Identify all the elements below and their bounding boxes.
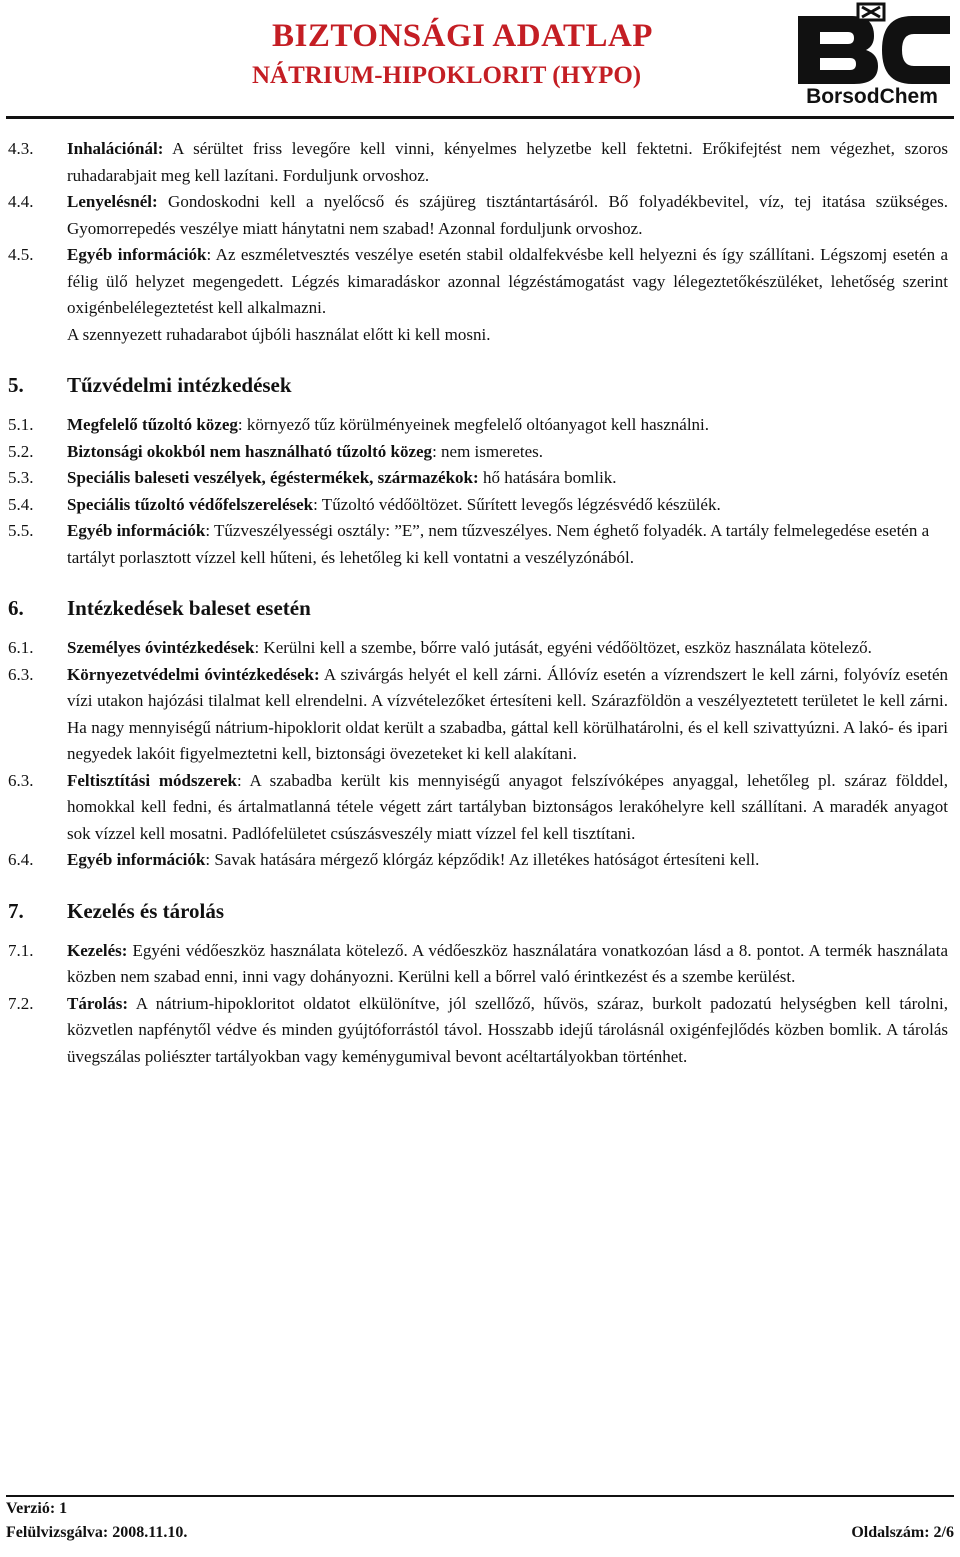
document-body — [8, 136, 948, 1070]
section-heading — [8, 370, 948, 400]
item-number: 5.2. — [8, 441, 34, 461]
item-number: 5.4. — [8, 494, 34, 514]
section-title: Kezelés és tárolás — [67, 898, 225, 923]
review-date: Felülvizsgálva: 2008.11.10. — [6, 1524, 188, 1541]
list-item — [8, 662, 948, 768]
item-text: A sérültet friss levegőre kell vinni, kényelmes helyzetbe kell fektetni. Erőkifejtést nem végezhet, szoros ruhadarabjait meg kell lazítani. Forduljunk orvoshoz. — [67, 139, 948, 185]
list-item — [8, 242, 948, 348]
page-footer — [6, 1495, 954, 1545]
section-number: 5. — [8, 373, 24, 397]
item-number: 7.1. — [8, 940, 34, 960]
item-label: Kezelés: — [67, 940, 128, 960]
item-number: 6.1. — [8, 638, 34, 657]
document-subtitle: NÁTRIUM-HIPOKLORIT (HYPO) — [252, 62, 642, 89]
section-number: 7. — [8, 898, 24, 923]
borsodchem-logo — [790, 2, 954, 112]
list-item — [8, 439, 948, 466]
bc-logo-mark-icon — [790, 2, 954, 86]
list-item — [8, 465, 948, 492]
item-label: Lenyelésnél: — [67, 192, 158, 211]
item-text: : nem ismeretes. — [432, 441, 544, 461]
item-text: : Tűzveszélyességi osztály: ”E”, nem tűzveszélyes. Nem éghető folyadék. A tartály felmelegedése esetén a tartályt porlasztott vízzel kell hűteni, és lehetőleg ki kell vontatni a veszélyzónából. — [67, 521, 930, 567]
item-number: 4.5. — [8, 245, 34, 264]
item-label: Egyéb információk — [67, 245, 207, 264]
list-item — [8, 189, 948, 242]
item-number: 4.3. — [8, 139, 34, 158]
item-label: Tárolás: — [67, 993, 129, 1013]
page-header — [0, 0, 960, 115]
item-number: 5.5. — [8, 521, 34, 540]
document-title: BIZTONSÁGI ADATLAP — [272, 18, 653, 54]
item-text: : Tűzoltó védőöltözet. Sűrített levegős légzésvédő készülék. — [313, 494, 721, 514]
item-label: Speciális baleseti veszélyek, égéstermékek, származékok: — [67, 468, 479, 487]
item-text: Gondoskodni kell a nyelőcső és szájüreg tisztántartásáról. Bő folyadékbevitel, víz, tej itatása szükséges. Gyomorrepedés veszélye miatt hánytatni nem szabad! Azonnal forduljunk orvoshoz. — [67, 192, 948, 238]
item-number: 7.2. — [8, 993, 34, 1013]
list-item — [8, 768, 948, 848]
list-item — [8, 518, 948, 571]
list-item — [8, 136, 948, 189]
logo-text: BorsodChem — [806, 85, 938, 108]
item-number: 6.3. — [8, 664, 34, 684]
list-item — [8, 412, 948, 439]
section-title: Intézkedések baleset esetén — [67, 596, 311, 620]
item-label: Egyéb információk — [67, 850, 206, 869]
list-item — [8, 991, 948, 1071]
version-label: Verzió: 1 — [6, 1500, 68, 1517]
list-item — [8, 938, 948, 991]
section-title: Tűzvédelmi intézkedések — [67, 373, 292, 397]
item-number: 6.3. — [8, 770, 34, 790]
item-label: Biztonsági okokból nem használható tűzoltó közeg — [67, 441, 433, 461]
section-number: 6. — [8, 596, 24, 620]
item-text: : Kerülni kell a szembe, bőrre való jutását, egyéni védőöltözet, eszköz használata kötelező. — [254, 638, 872, 657]
section-heading — [8, 593, 948, 623]
item-text: : A szabadba került kis mennyiségű anyagot felszívóképes anyaggal, lehetőleg pl. száraz földdel, homokkal kell fedni, és ártalmatlanná tétele végett zárt tartályban biztonságos lerakóhelyre kell szállítani. A maradék anyagot sok vízzel kell mosatni. Padlófelületet csúszásveszély miatt vízzel fel kell tisztítani. — [67, 770, 948, 843]
header-divider — [6, 116, 954, 119]
item-number: 5.1. — [8, 415, 34, 434]
item-number: 4.4. — [8, 192, 34, 211]
list-item — [8, 492, 948, 519]
item-label: Feltisztítási módszerek — [67, 770, 237, 790]
item-text: hő hatására bomlik. — [478, 468, 617, 487]
item-number: 5.3. — [8, 468, 34, 487]
list-item — [8, 847, 948, 874]
item-label: Egyéb információk — [67, 521, 206, 540]
item-number: 6.4. — [8, 850, 34, 869]
item-label: Speciális tűzoltó védőfelszerelések — [67, 494, 314, 514]
item-label: Inhalációnál: — [67, 139, 164, 158]
item-text-extra: A szennyezett ruhadarabot újbóli használat előtt ki kell mosni. — [67, 324, 491, 344]
item-text: : Savak hatására mérgező klórgáz képződik! Az illetékes hatóságot értesíteni kell. — [205, 850, 760, 869]
list-item — [8, 635, 948, 662]
item-text: A nátrium-hipokloritot oldatot elkülönítve, jól szellőző, hűvös, száraz, burkolt padozatú helységben kell tárolni, közvetlen napfénytől védve és minden gyújtóforrástól távol. Hosszabb idejű tárolásnál oxigénfejlődés közben bomlik. A tárolás üvegszálas poliészter tartályokban vagy keménygumival bevont acéltartályokban történhet. — [67, 993, 948, 1066]
item-text: Egyéni védőeszköz használata kötelező. A védőeszköz használatára vonatkozóan lásd a 8. pontot. A termék használata közben nem szabad enni, inni vagy dohányozni. Kerülni kell a bőrrel való érintkezést és a szembe kerülést. — [67, 940, 948, 986]
item-text: : Az eszméletvesztés veszélye esetén stabil oldalfekvésbe kell helyezni és így szállítani. Légszomj esetén a félig ülő helyzet megengedett. Légzés kimaradáskor azonnal légzéstámogatást vagy lélegeztetőkészüléket, lehetőség szerint oxigénbelélegeztetést kell alkalmazni. — [67, 245, 948, 317]
item-text: : környező tűz körülményeinek megfelelő oltóanyagot kell használni. — [237, 415, 710, 434]
page-number: Oldalszám: 2/6 — [851, 1524, 954, 1541]
section-heading — [8, 896, 948, 926]
item-label: Személyes óvintézkedések — [67, 638, 255, 657]
item-label: Környezetvédelmi óvintézkedések: — [67, 664, 320, 684]
item-text: A szivárgás helyét el kell zárni. Állóvíz esetén a vízrendszert le kell zárni, folyóvíz esetén vízi utakon hajózási tilalmat kell elrendelni. A vízvételezőket értesíteni kell. Szárazföldön a veszélyeztetett területet le kell zárni. Ha nagy mennyiségű nátrium-hipoklorit oldat került a szabadba, gáttal kell körülhatárolni, és el kell szivattyúzni. A lakó- és ipari negyedek lakóit figyelmeztetni kell, biztonsági övezeteket ki kell alakítani. — [67, 664, 948, 763]
item-label: Megfelelő tűzoltó közeg — [67, 415, 238, 434]
